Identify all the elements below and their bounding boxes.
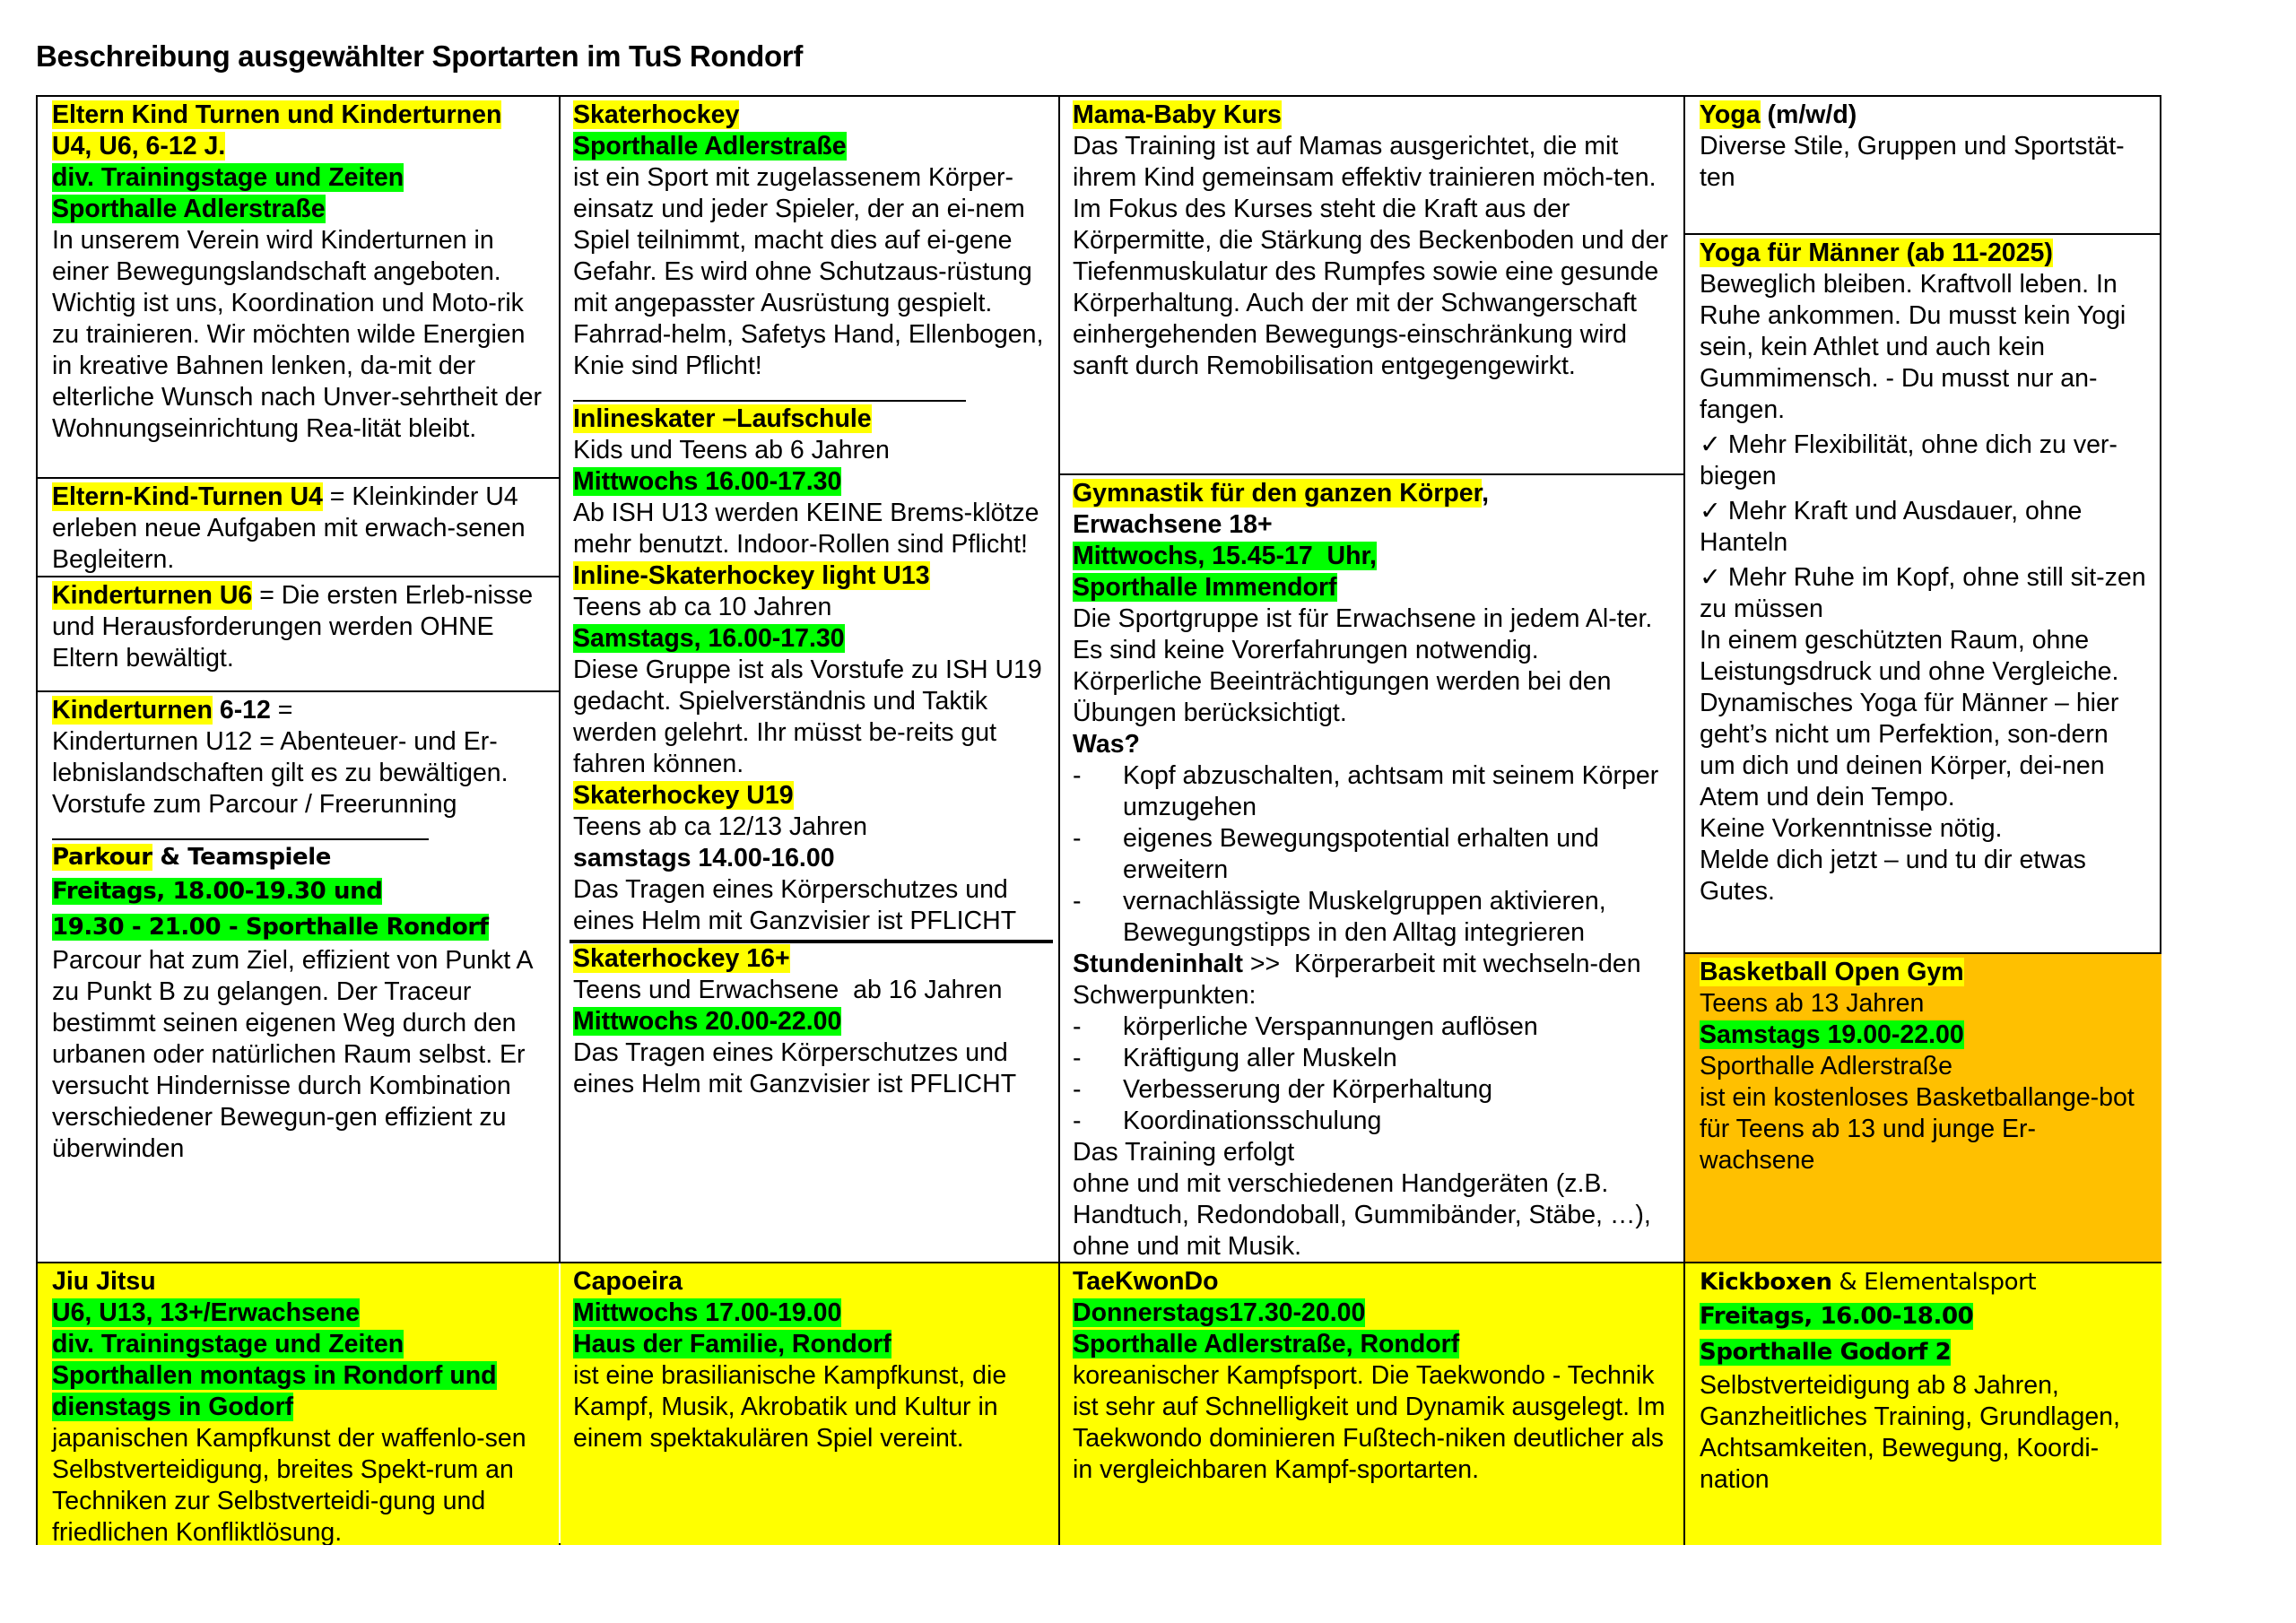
u19-title: Skaterhockey U19 [573,781,794,810]
list-item: - eigenes Bewegungspotential erhalten und erweitern [1073,824,1599,884]
capoeira-time: Mittwochs 17.00-19.00 [573,1298,842,1327]
cell-mama-baby [1060,97,1685,473]
yoga-title: Yoga [1700,100,1761,129]
skaterhockey-title: Skaterhockey [573,100,740,129]
cell-jiujitsu [38,1263,559,1545]
capoeira-title: Capoeira [573,1267,683,1296]
jiujitsu-line4: dienstags in Godorf [52,1393,294,1421]
check-item: ✓ Mehr Kraft und Ausdauer, ohne Hanteln [1700,496,2149,559]
skaterhockey-text: ist ein Sport mit zugelassenem Körper-einsatz und jeder Spieler, der an ei-nem Spiel teilnimmt, macht dies auf ei-gene Gefahr. Es wird ohne Schutzaus-rüstung mit angepasster Ausrüstung gespielt. Fahrrad-helm, Safetys Hand, Ellenbogen, Knie sind Pflicht! [573,163,1044,380]
list-item: - vernachlässigte Muskelgruppen aktivieren, Bewegungstipps in den Alltag integrieren [1073,887,1606,947]
kinderturnen-time: div. Trainingstage und Zeiten [52,163,404,192]
kinderturnen-title: Eltern Kind Turnen und Kinderturnen [52,100,502,129]
taekwondo-text: koreanischer Kampfsport. Die Taekwondo - Technik ist sehr auf Schnelligkeit und Dynamik ausgelegt. Im Taekwondo dominieren Fußtech-niken deutlicher als in vergleichbaren Kampf-sportarten. [1073,1361,1665,1484]
kinderturnen-place: Sporthalle Adlerstraße [52,195,326,223]
light-u13-time: Samstags, 16.00-17.30 [573,624,845,653]
kickboxen-text: Selbstverteidigung ab 8 Jahren, Ganzheitliches Training, Grundlagen, Achtsamkeiten, Bewegung, Koordi-nation [1700,1371,2120,1494]
gymnastik-inhalt-text: >> Körperarbeit mit wechseln-den Schwerpunkten: [1073,950,1648,1010]
separator-line [573,382,966,402]
yoga-title-suffix: (m/w/d) [1760,100,1857,129]
kinderturnen-text: In unserem Verein wird Kinderturnen in einer Bewegungslandschaft angeboten. Wichtig ist uns, Koordination und Moto-rik zu trainieren. Wir möchten wilde Energien in kreative Bahnen lenken, da-mit der elterliche Wunsch nach Unver-sehrtheit der Wohnungseinrichtung Rea-lität bleibt. [52,226,542,443]
parkour-text: Parcour hat zum Ziel, effizient von Punkt A zu Punkt B zu gelangen. Der Traceur bestimmt seinen eigenen Weg durch den urbanen oder natürlichen Raum selbst. Er versucht Hindernisse durch Kombination verschiedener Bewegun-gen effizient zu überwinden [52,946,532,1163]
gymnastik-title: Gymnastik für den ganzen Körper [1073,479,1483,508]
capoeira-text: ist eine brasilianische Kampfkunst, die Kampf, Musik, Akrobatik und Kultur in einem spektakulären Spiel vereint. [573,1361,1007,1453]
laufschule-text: Ab ISH U13 werden KEINE Brems-klötze mehr benutzt. Indoor-Rollen sind Pflicht! [573,499,1039,559]
check-item: ✓ Mehr Ruhe im Kopf, ohne still sit-zen zu müssen [1700,562,2149,625]
cell-kickboxen [1685,1263,2161,1545]
kickboxen-place: Sporthalle Godorf 2 [1700,1339,1952,1366]
kickboxen-title-suffix: & Elementalsport [1831,1269,2037,1296]
capoeira-place: Haus der Familie, Rondorf [573,1330,891,1358]
cell-capoeira [561,1263,1058,1545]
kickboxen-title: Kickboxen [1700,1269,1832,1296]
u4-text: = Kleinkinder U4 erleben neue Aufgaben mit erwach-senen Begleitern. [52,482,526,574]
sports-table [36,95,2161,1545]
laufschule-time: Mittwochs 16.00-17.30 [573,467,842,496]
separator-line [52,820,429,840]
light-u13-text: Diese Gruppe ist als Vorstufe zu ISH U19 gedacht. Spielverständnis und Taktik werden gelehrt. Ihr müsst be-reits gut fahren können. [573,655,1042,778]
cell-eltern-kind-u4 [38,479,561,576]
basketball-place: Sporthalle Adlerstraße [1700,1052,1952,1081]
kickboxen-time: Freitags, 16.00-18.00 [1700,1303,1974,1330]
gymnastik-age: Erwachsene 18+ [1073,510,1273,539]
cell-kinderturnen-u6 [38,577,561,690]
u12-text: Kinderturnen U12 = Abenteuer- und Er-lebnislandschaften gilt es zu bewältigen. Vorstufe zum Parcour / Freerunning [52,727,509,819]
jiujitsu-line2: div. Trainingstage und Zeiten [52,1330,404,1358]
gymnastik-outro2: ohne und mit verschiedenen Handgeräten (z.B. Handtuch, Redondoball, Gummibänder, Stäbe, …), ohne und mit Musik. [1073,1169,1651,1261]
gymnastik-outro1: Das Training erfolgt [1073,1138,1295,1167]
cell-yoga [1685,97,2161,233]
u6-text: = Die ersten Erleb-nisse und Herausforderungen werden OHNE Eltern bewältigt. [52,581,534,673]
list-item: - Kräftigung aller Muskeln [1073,1044,1397,1072]
plus16-text: Das Tragen eines Körperschutzes und eines Helm mit Ganzvisier ist PFLICHT [573,1038,1017,1098]
basketball-time: Samstags 19.00-22.00 [1700,1020,1964,1049]
yoga-maenner-outro: In einem geschützten Raum, ohne Leistungsdruck und ohne Vergleiche. Dynamisches Yoga für Männer – hier geht’s nicht um Perfektion, son-dern um dich und deinen Körper, dei-nen Atem und dein Tempo. [1700,626,2119,812]
u12-title-suffix: 6-12 [212,696,271,725]
gymnastik-title-suffix: , [1482,479,1490,508]
gymnastik-text: Die Sportgruppe ist für Erwachsene in jedem Al-ter. Es sind keine Vorerfahrungen notwendig. Körperliche Beeinträchtigungen werden bei den Übungen berücksichtigt. [1073,604,1653,727]
u12-title: Kinderturnen [52,696,213,725]
light-u13-age: Teens ab ca 10 Jahren [573,593,832,621]
skaterhockey-place: Sporthalle Adlerstraße [573,132,847,161]
check-item: ✓ Mehr Flexibilität, ohne dich zu ver-biegen [1700,430,2149,492]
mamababy-text: Das Training ist auf Mamas ausgerichtet, die mit ihrem Kind gemeinsam effektiv trainieren möch-ten. Im Fokus des Kurses steht die Kraft aus der Körpermitte, die Stärkung des Beckenboden und der Tiefenmuskulatur des Rumpfes sowie eine gesunde Körperhaltung. Auch der mit der Schwangerschaft einhergehenden Bewegungs-einschränkung wird sanft durch Remobilisation entgegengewirkt. [1073,132,1668,380]
parkour-time1: Freitags, 18.00-19.30 und [52,878,383,905]
gymnastik-place: Sporthalle Immendorf [1073,573,1337,602]
cell-yoga-maenner [1685,235,2161,952]
taekwondo-time: Donnerstags17.30-20.00 [1073,1298,1366,1327]
yoga-maenner-intro: Beweglich bleiben. Kraftvoll leben. In Ruhe ankommen. Du musst kein Yogi sein, kein Athlet und auch kein Gummimensch. - Du musst nur an-fangen. [1700,270,2126,424]
cell-kinderturnen-6-12 [38,692,561,1263]
u19-text: Das Tragen eines Körperschutzes und eines Helm mit Ganzvisier ist PFLICHT [573,875,1017,935]
jiujitsu-text: japanischen Kampfkunst der waffenlo-sen Selbstverteidigung, breites Spekt-rum an Techniken zur Selbstverteidi-gung und friedlichen Konfliktlösung. [52,1424,526,1545]
u19-age: Teens ab ca 12/13 Jahren [573,812,867,841]
yoga-maenner-outro3: Melde dich jetzt – und tu dir etwas Gutes. [1700,846,2086,906]
light-u13-title: Inline-Skaterhockey light U13 [573,561,930,590]
u19-time: samstags 14.00-16.00 [573,844,835,872]
cell-skaterhockey [561,97,1060,1263]
taekwondo-title: TaeKwonDo [1073,1267,1219,1296]
list-item: - körperliche Verspannungen auflösen [1073,1012,1538,1041]
parkour-title: Parkour [52,844,152,871]
cell-taekwondo [1060,1263,1683,1545]
page-title: Beschreibung ausgewählter Sportarten im TuS Rondorf [36,39,804,73]
yoga-maenner-outro2: Keine Vorkenntnisse nötig. [1700,814,2003,843]
taekwondo-place: Sporthalle Adlerstraße, Rondorf [1073,1330,1460,1358]
basketball-age: Teens ab 13 Jahren [1700,989,1925,1018]
parkour-time2: 19.30 - 21.00 - Sporthalle Rondorf [52,914,489,941]
kinderturnen-ages: U4, U6, 6-12 J. [52,132,226,161]
jiujitsu-line1: U6, U13, 13+/Erwachsene [52,1298,360,1327]
u12-eq: = [270,696,293,725]
basketball-text: ist ein kostenloses Basketballange-bot für Teens ab 13 und junge Er-wachsene [1700,1083,2135,1175]
jiujitsu-title: Jiu Jitsu [52,1267,156,1296]
list-item: - Kopf abzuschalten, achtsam mit seinem Körper umzugehen [1073,761,1659,821]
parkour-title-suffix: & Teamspiele [152,844,332,871]
plus16-title: Skaterhockey 16+ [573,944,790,973]
cell-kinderturnen [38,97,561,477]
plus16-time: Mittwochs 20.00-22.00 [573,1007,842,1036]
laufschule-age: Kids und Teens ab 6 Jahren [573,436,890,464]
laufschule-title: Inlineskater –Laufschule [573,404,872,433]
list-item: - Verbesserung der Körperhaltung [1073,1075,1492,1104]
cell-gymnastik [1060,475,1685,1263]
gymnastik-time: Mittwochs, 15.45-17 Uhr, [1073,542,1377,570]
yoga-maenner-title: Yoga für Männer (ab 11-2025) [1700,239,2053,267]
plus16-age: Teens und Erwachsene ab 16 Jahren [573,976,1003,1004]
mamababy-title: Mama-Baby Kurs [1073,100,1282,129]
yoga-text: Diverse Stile, Gruppen und Sportstät-ten [1700,132,2125,192]
u6-title: Kinderturnen U6 [52,581,253,610]
cell-basketball [1685,954,2161,1263]
basketball-title: Basketball Open Gym [1700,958,1964,986]
gymnastik-was-label: Was? [1073,730,1140,759]
jiujitsu-line3: Sporthallen montags in Rondorf und [52,1361,497,1390]
gymnastik-inhalt-label: Stundeninhalt [1073,950,1243,978]
list-item: - Koordinationsschulung [1073,1107,1382,1135]
u4-title: Eltern-Kind-Turnen U4 [52,482,323,511]
